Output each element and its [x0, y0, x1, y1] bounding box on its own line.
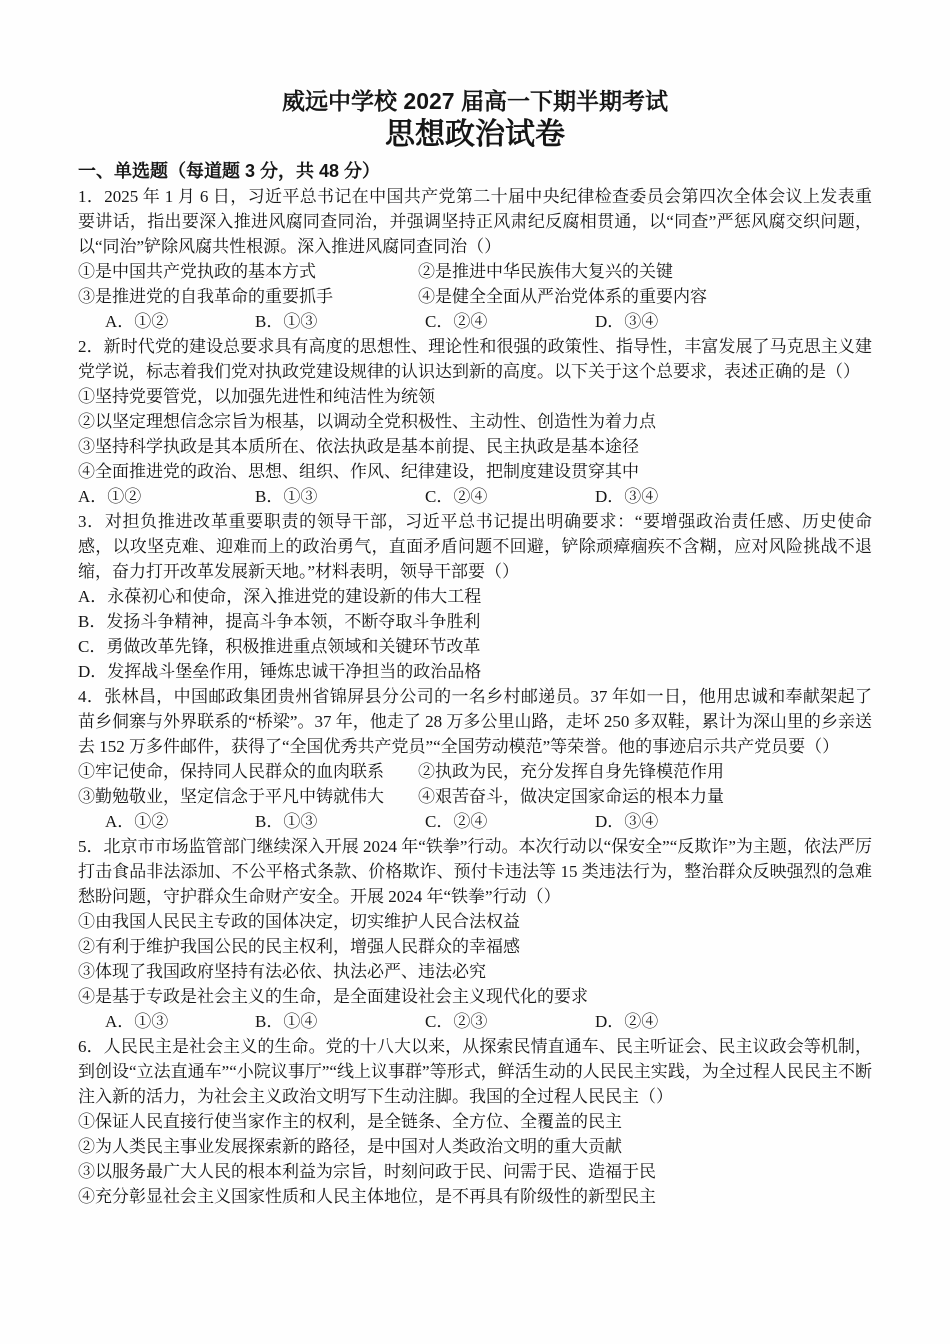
choice-c: C．②④ — [425, 487, 488, 506]
sub-option-1: ①保证人民直接行使当家作主的权利，是全链条、全方位、全覆盖的民主 — [78, 1112, 622, 1131]
sub-option-3: ③以服务最广大人民的根本利益为宗旨，时刻问政于民、问需于民、造福于民 — [78, 1162, 656, 1181]
choice-c: C．②④ — [425, 312, 488, 331]
sub-option-4: ④艰苦奋斗，做决定国家命运的根本力量 — [418, 787, 724, 806]
choice-a: A．①② — [78, 487, 142, 506]
sub-option-2: ②有利于维护我国公民的民主权利，增强人民群众的幸福感 — [78, 937, 520, 956]
question-2-stem: 2．新时代党的建设总要求具有高度的思想性、理论性和很强的政策性、指导性，丰富发展了马克思主义建党学说，标志着我们党对执政党建设规律的认识达到新的高度。以下关于这个总要求，表述正确的是（） — [78, 337, 872, 381]
sub-option-4: ④是健全全面从严治党体系的重要内容 — [418, 287, 707, 306]
question-4-choices — [78, 809, 872, 834]
sub-option-2: ②执政为民，充分发挥自身先锋模范作用 — [418, 762, 724, 781]
sub-option-2: ②是推进中华民族伟大复兴的关键 — [418, 262, 673, 281]
question-3 — [78, 509, 872, 684]
question-3-stem: 3．对担负推进改革重要职责的领导干部，习近平总书记提出明确要求：“要增强政治责任感、历史使命感，以攻坚克难、迎难而上的政治勇气，直面矛盾问题不回避，铲除顽瘴痼疾不含糊，应对风险挑战不退缩，奋力打开改革发展新天地。”材料表明，领导干部要（） — [78, 512, 872, 581]
choice-c: C．勇做改革先锋，积极推进重点领域和关键环节改革 — [78, 637, 481, 656]
question-5-stem: 5．北京市市场监管部门继续深入开展 2024 年“铁拳”行动。本次行动以“保安全”“反欺诈”为主题，依法严厉打击食品非法添加、不公平格式条款、价格欺诈、预付卡违法等 15 类违法行为，整治群众反映强烈的急难愁盼问题，守护群众生命财产安全。开展 2024 年“铁拳”行动（） — [78, 837, 872, 906]
choice-b: B．发扬斗争精神，提高斗争本领，不断夺取斗争胜利 — [78, 612, 481, 631]
sub-option-4: ④全面推进党的政治、思想、组织、作风、纪律建设，把制度建设贯穿其中 — [78, 462, 639, 481]
question-4 — [78, 684, 872, 834]
sub-option-3: ③体现了我国政府坚持有法必依、执法必严、违法必究 — [78, 962, 486, 981]
exam-subtitle: 思想政治试卷 — [385, 118, 565, 151]
choice-d: D．③④ — [595, 812, 659, 831]
sub-option-1: ①牢记使命，保持同人民群众的血肉联系 — [78, 762, 384, 781]
sub-option-1: ①是中国共产党执政的基本方式 — [78, 262, 316, 281]
choice-a: A．永葆初心和使命，深入推进党的建设新的伟大工程 — [78, 587, 482, 606]
sub-option-3: ③坚持科学执政是其本质所在、依法执政是基本前提、民主执政是基本途径 — [78, 437, 639, 456]
choice-b: B．①③ — [255, 312, 318, 331]
question-1-stem: 1．2025 年 1 月 6 日，习近平总书记在中国共产党第二十届中央纪律检查委员会第四次全体会议上发表重要讲话，指出要深入推进风腐同查同治，并强调坚持正风肃纪反腐相贯通，以“同查”严惩风腐交织问题，以“同治”铲除风腐共性根源。深入推进风腐同查同治（） — [78, 187, 872, 256]
sub-option-3: ③勤勉敬业，坚定信念于平凡中铸就伟大 — [78, 787, 384, 806]
choice-a: A．①③ — [105, 1012, 169, 1031]
question-2-choices — [78, 484, 872, 509]
choice-a: A．①② — [105, 312, 169, 331]
exam-header — [78, 86, 872, 153]
choice-b: B．①④ — [255, 1012, 318, 1031]
sub-option-4: ④充分彰显社会主义国家性质和人民主体地位，是不再具有阶级性的新型民主 — [78, 1187, 656, 1206]
question-2 — [78, 334, 872, 509]
choice-d: D．发挥战斗堡垒作用，锤炼忠诚干净担当的政治品格 — [78, 662, 482, 681]
choice-d: D．③④ — [595, 312, 659, 331]
section-1-header: 一、单选题（每道题 3 分，共 48 分） — [78, 161, 381, 181]
question-5-choices — [78, 1009, 872, 1034]
choice-d: D．③④ — [595, 487, 659, 506]
sub-option-1: ①坚持党要管党，以加强先进性和纯洁性为统领 — [78, 387, 435, 406]
exam-title: 威远中学校 2027 届高一下期半期考试 — [282, 88, 668, 114]
question-4-subrow-2 — [78, 784, 872, 809]
choice-d: D．②④ — [595, 1012, 659, 1031]
question-5 — [78, 834, 872, 1034]
question-4-subrow-1 — [78, 759, 872, 784]
question-1-choices — [78, 309, 872, 334]
choice-b: B．①③ — [255, 487, 318, 506]
sub-option-3: ③是推进党的自我革命的重要抓手 — [78, 287, 333, 306]
choice-c: C．②④ — [425, 812, 488, 831]
question-1-subrow-2 — [78, 284, 872, 309]
sub-option-2: ②以坚定理想信念宗旨为根基，以调动全党积极性、主动性、创造性为着力点 — [78, 412, 656, 431]
question-1-subrow-1 — [78, 259, 872, 284]
choice-a: A．①② — [105, 812, 169, 831]
question-6-stem: 6．人民民主是社会主义的生命。党的十八大以来，从探索民情直通车、民主听证会、民主议政会等机制，到创设“立法直通车”“小院议事厅”“线上议事群”等形式，鲜活生动的人民民主实践，为全过程人民民主不断注入新的活力，为社会主义政治文明写下生动注脚。我国的全过程人民民主（） — [78, 1037, 872, 1106]
sub-option-4: ④是基于专政是社会主义的生命，是全面建设社会主义现代化的要求 — [78, 987, 588, 1006]
choice-c: C．②③ — [425, 1012, 488, 1031]
sub-option-2: ②为人类民主事业发展探索新的路径，是中国对人类政治文明的重大贡献 — [78, 1137, 622, 1156]
question-4-stem: 4．张林昌，中国邮政集团贵州省锦屏县分公司的一名乡村邮递员。37 年如一日，他用忠诚和奉献架起了苗乡侗寨与外界联系的“桥梁”。37 年，他走了 28 万多公里山路，走坏 250 多双鞋，累计为深山里的乡亲送去 152 万多件邮件，获得了“全国优秀共产党员”“全国劳动模范”等荣誉。他的事迹启示共产党员要（） — [78, 687, 872, 756]
sub-option-1: ①由我国人民民主专政的国体决定，切实维护人民合法权益 — [78, 912, 520, 931]
question-6 — [78, 1034, 872, 1209]
choice-b: B．①③ — [255, 812, 318, 831]
question-1 — [78, 184, 872, 334]
